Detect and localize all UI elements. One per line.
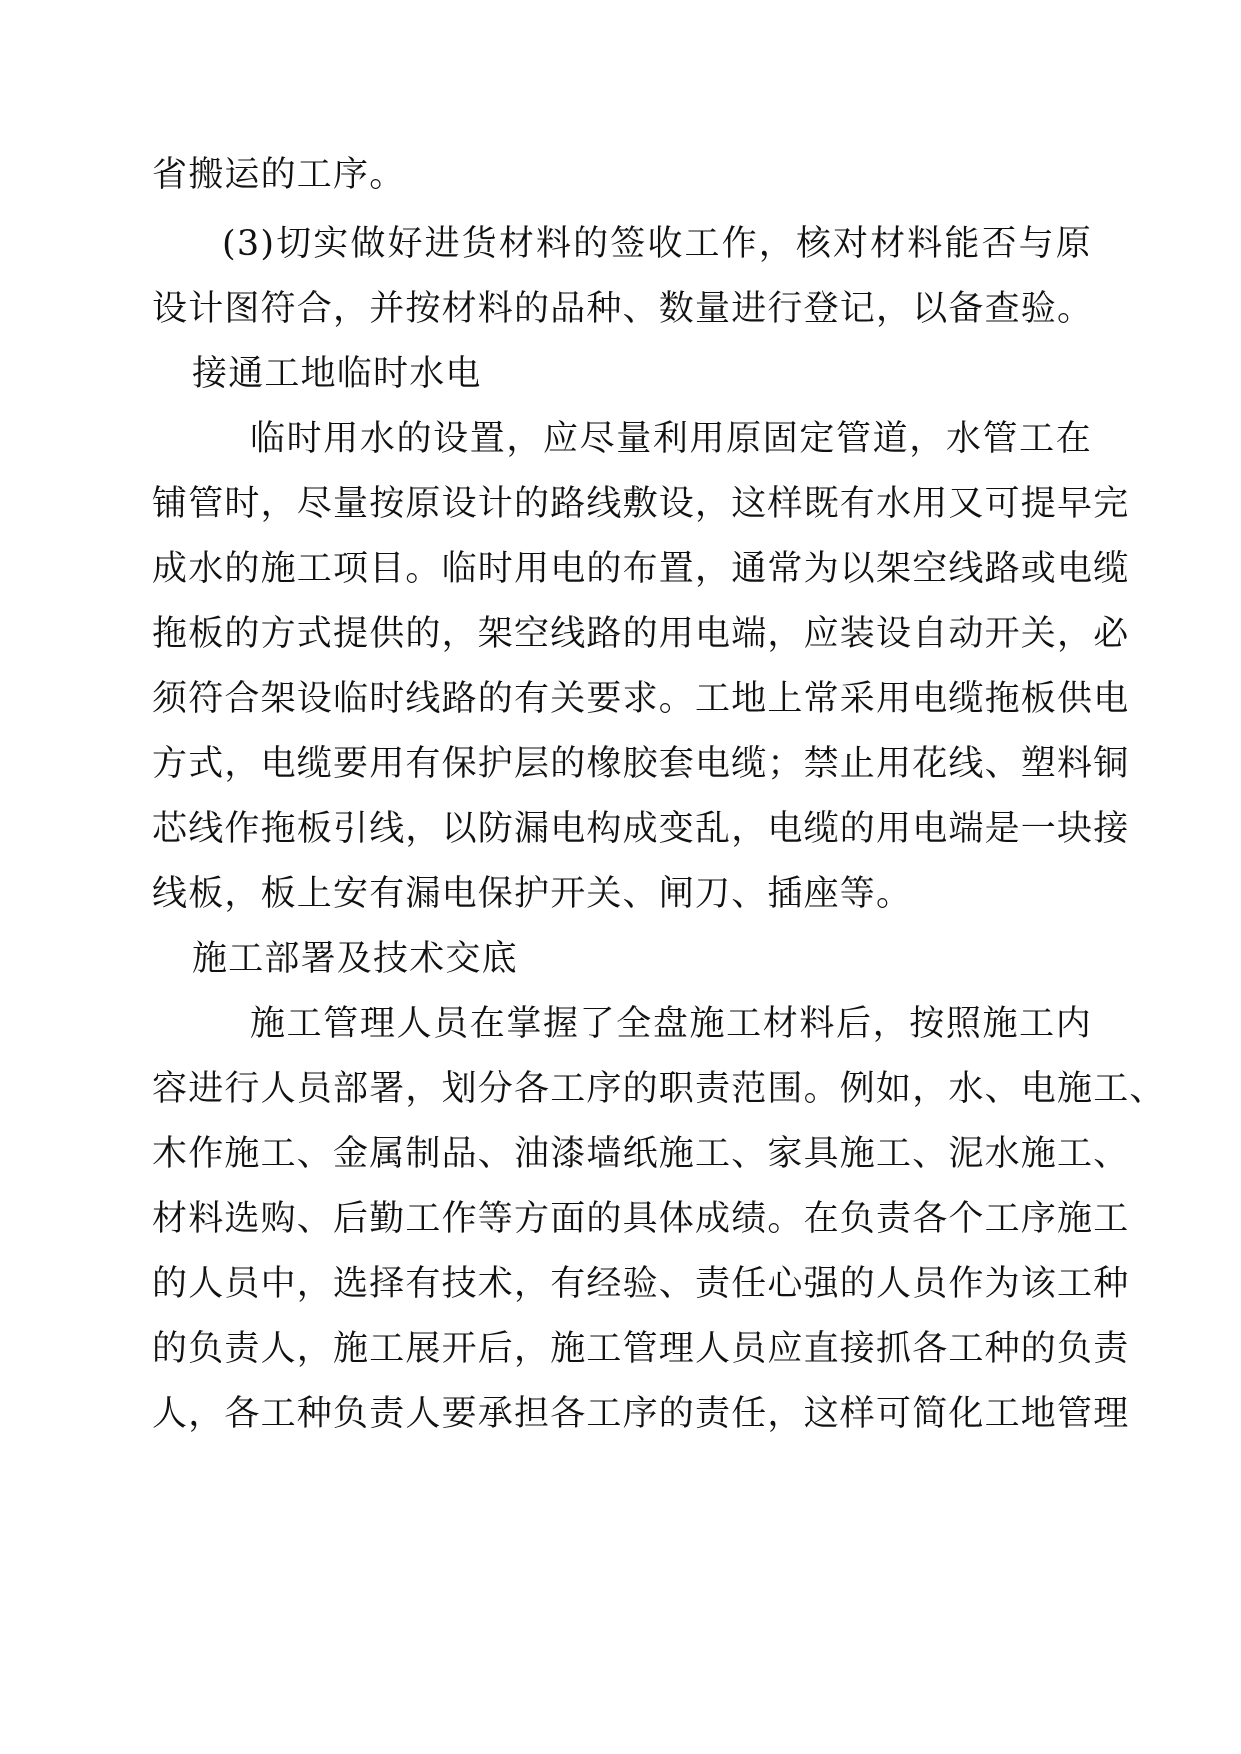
text-line: 施工管理人员在掌握了全盘施工材料后，按照施工内 bbox=[250, 1004, 1092, 1044]
text-line: 成水的施工项目。临时用电的布置，通常为以架空线路或电缆 bbox=[152, 549, 1130, 589]
text-line: 须符合架设临时线路的有关要求。工地上常采用电缆拖板供电 bbox=[152, 679, 1130, 719]
text-line: 的人员中，选择有技术，有经验、责任心强的人员作为该工种 bbox=[152, 1264, 1130, 1304]
text-line: 木作施工、金属制品、油漆墙纸施工、家具施工、泥水施工、 bbox=[152, 1134, 1130, 1174]
section-heading: 施工部署及技术交底 bbox=[192, 939, 518, 979]
text-line: 的负责人，施工展开后，施工管理人员应直接抓各工种的负责 bbox=[152, 1329, 1130, 1369]
section-heading: 接通工地临时水电 bbox=[192, 354, 482, 394]
text-line: 容进行人员部署，划分各工序的职责范围。例如，水、电施工、 bbox=[152, 1069, 1166, 1109]
text-line: 方式，电缆要用有保护层的橡胶套电缆；禁止用花线、塑料铜 bbox=[152, 744, 1130, 784]
text-line: 铺管时，尽量按原设计的路线敷设，这样既有水用又可提早完 bbox=[152, 484, 1130, 524]
text-line: 芯线作拖板引线，以防漏电构成变乱，电缆的用电端是一块接 bbox=[152, 809, 1130, 849]
text-line: 材料选购、后勤工作等方面的具体成绩。在负责各个工序施工 bbox=[152, 1199, 1130, 1239]
text-line: 人，各工种负责人要承担各工序的责任，这样可简化工地管理 bbox=[152, 1394, 1130, 1434]
text-line: 线板，板上安有漏电保护开关、闸刀、插座等。 bbox=[152, 874, 913, 914]
text-line: 省搬运的工序。 bbox=[152, 155, 406, 195]
text-line: (3)切实做好进货材料的签收工作，核对材料能否与原 bbox=[222, 224, 1092, 264]
text-line: 拖板的方式提供的，架空线路的用电端，应装设自动开关，必 bbox=[152, 614, 1130, 654]
text-line: 设计图符合，并按材料的品种、数量进行登记，以备查验。 bbox=[152, 289, 1094, 329]
text-line: 临时用水的设置，应尽量利用原固定管道，水管工在 bbox=[250, 419, 1092, 459]
